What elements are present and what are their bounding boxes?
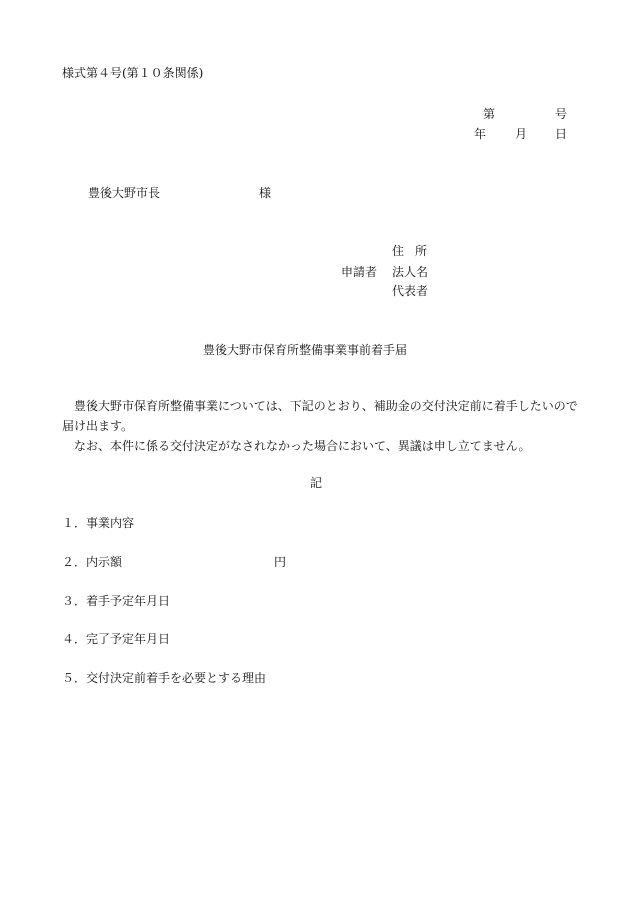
item-number: ４． xyxy=(62,632,87,646)
addressee-name: 豊後大野市長 xyxy=(88,186,161,200)
list-item xyxy=(62,630,170,649)
body-text xyxy=(62,396,578,456)
list-item xyxy=(62,592,170,611)
item-number: ５． xyxy=(62,671,87,685)
day-label: 日 xyxy=(555,127,568,141)
item-label: 交付決定前着手を必要とする理由 xyxy=(86,671,267,685)
list-item xyxy=(62,553,287,572)
addressee xyxy=(88,184,272,203)
body-paragraph-1: 豊後大野市保育所整備事業については、下記のとおり、補助金の交付決定前に着手したいので届け出ます。 xyxy=(62,399,578,433)
month-label: 月 xyxy=(515,127,528,141)
applicant-role: 申請者 xyxy=(341,265,378,279)
applicant-corp-label: 法人名 xyxy=(392,265,429,279)
ki-heading: 記 xyxy=(310,476,323,490)
item-label: 着手予定年月日 xyxy=(86,594,171,608)
item-number: ３． xyxy=(62,594,87,608)
applicant-rep-label: 代表者 xyxy=(392,284,429,298)
item-number: １． xyxy=(62,516,87,530)
number-prefix: 第 xyxy=(483,107,496,121)
item-number: ２． xyxy=(62,555,87,569)
item-label: 事業内容 xyxy=(86,516,135,530)
form-label: 様式第４号(第１０条関係) xyxy=(62,66,204,80)
list-item xyxy=(62,514,134,533)
addressee-honorific: 様 xyxy=(259,186,272,200)
list-item xyxy=(62,669,266,688)
applicant-address-label: 住所 xyxy=(392,244,439,258)
item-label: 内示額 xyxy=(86,555,123,569)
document-title: 豊後大野市保育所整備事業事前着手届 xyxy=(203,343,408,357)
number-suffix: 号 xyxy=(555,107,568,121)
year-label: 年 xyxy=(474,127,487,141)
body-paragraph-2: なお、本件に係る交付決定がなされなかった場合において、異議は申し立てません。 xyxy=(74,439,531,453)
item-unit: 円 xyxy=(274,555,287,569)
item-label: 完了予定年月日 xyxy=(86,632,171,646)
